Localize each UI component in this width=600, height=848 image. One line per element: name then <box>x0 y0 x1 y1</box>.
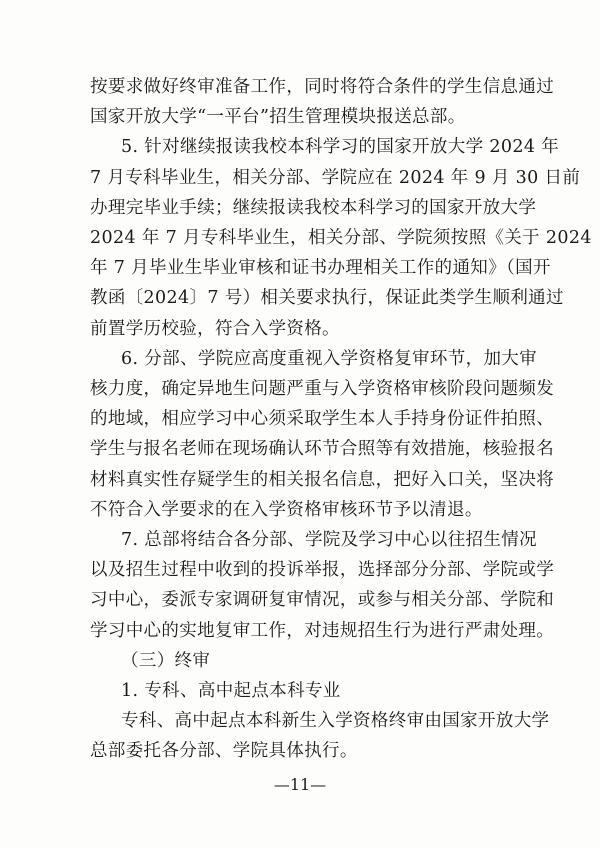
paragraph-6-start: 6. 分部、学院应高度重视入学资格复审环节，加大审 <box>121 349 538 369</box>
body-line: 核力度，确定异地生问题严重与入学资格审核阶段问题频发 <box>90 379 555 399</box>
body-line: 材料真实性存疑学生的相关报名信息，把好入口关，坚决将 <box>90 470 555 490</box>
body-line: 学生与报名老师在现场确认环节合照等有效措施，核验报名 <box>90 439 555 459</box>
body-line: 学习中心的实地复审工作，对违规招生行为进行严肃处理。 <box>90 621 555 641</box>
section-heading-final-review: （三）终审 <box>121 651 211 671</box>
subheading-specialist: 1. 专科、高中起点本科专业 <box>121 681 341 701</box>
body-line: 按要求做好终审准备工作，同时将符合条件的学生信息通过 <box>90 77 555 97</box>
body-line: 办理完毕业手续；继续报读我校本科学习的国家开放大学 <box>90 198 537 218</box>
body-line: 以及招生过程中收到的投诉举报，选择部分分部、学院或学 <box>90 560 555 580</box>
body-line: 总部委托各分部、学院具体执行。 <box>90 741 358 761</box>
body-line: 2024 年 7 月专科毕业生，相关分部、学院须按照《关于 2024 <box>90 228 592 248</box>
body-line: 前置学历校验，符合入学资格。 <box>90 319 340 339</box>
paragraph-final-start: 专科、高中起点本科新生入学资格终审由国家开放大学 <box>121 711 550 731</box>
body-line: 习中心，委派专家调研复审情况，或参与相关分部、学院和 <box>90 590 555 610</box>
body-line: 7 月专科毕业生，相关分部、学院应在 2024 年 9 月 30 日前 <box>90 168 581 188</box>
page-number: —11— <box>273 775 327 794</box>
body-line: 的地域，相应学习中心须采取学生本人手持身份证件拍照、 <box>90 409 555 429</box>
body-line: 不符合入学要求的在入学资格审核环节予以清退。 <box>90 500 483 520</box>
paragraph-7-start: 7. 总部将结合各分部、学院及学习中心以往招生情况 <box>121 530 538 550</box>
body-line: 年 7 月毕业生毕业审核和证书办理相关工作的通知》（国开 <box>90 258 551 278</box>
paragraph-5-start: 5. 针对继续报读我校本科学习的国家开放大学 2024 年 <box>121 137 560 157</box>
body-line: 国家开放大学“一平台”招生管理模块报送总部。 <box>90 107 466 127</box>
body-line: 教函〔2024〕7 号）相关要求执行，保证此类学生顺利通过 <box>90 288 564 308</box>
